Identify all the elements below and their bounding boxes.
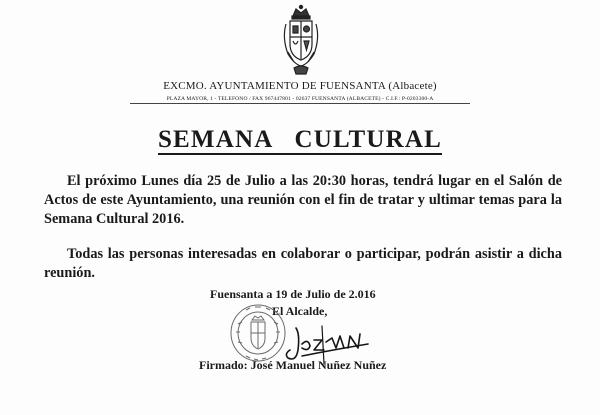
signed-by: Firmado: José Manuel Nuñez Nuñez [199, 358, 387, 372]
organization-address: PLAZA MAYOR, 1 - TELEFONO / FAX 967447801 - 02637 FUENSANTA (ALBACETE) - C.I.F.: P-0203300-A [130, 96, 470, 104]
document-title [0, 126, 600, 154]
municipal-coat-of-arms-icon [280, 4, 322, 76]
dateline: Fuensanta a 19 de Julio de 2.016 [210, 287, 376, 301]
body-paragraph-1: El próximo Lunes día 25 de Julio a las 20:30 horas, tendrá lugar en el Salón de Actos de este Ayuntamiento, una reunión con el fin de tratar y ultimar temas para la Semana Cultural 2016. [44, 173, 562, 227]
official-stamp-icon [228, 302, 288, 364]
document-title-text: SEMANA CULTURAL [157, 126, 443, 153]
organization-name: EXCMO. AYUNTAMIENTO DE FUENSANTA (Albacete) [163, 80, 437, 92]
body-paragraph-2: Todas las personas interesadas en colaborar o participar, podrán asistir a dicha reunión. [44, 246, 562, 281]
signer-role: El Alcalde, [272, 304, 328, 318]
